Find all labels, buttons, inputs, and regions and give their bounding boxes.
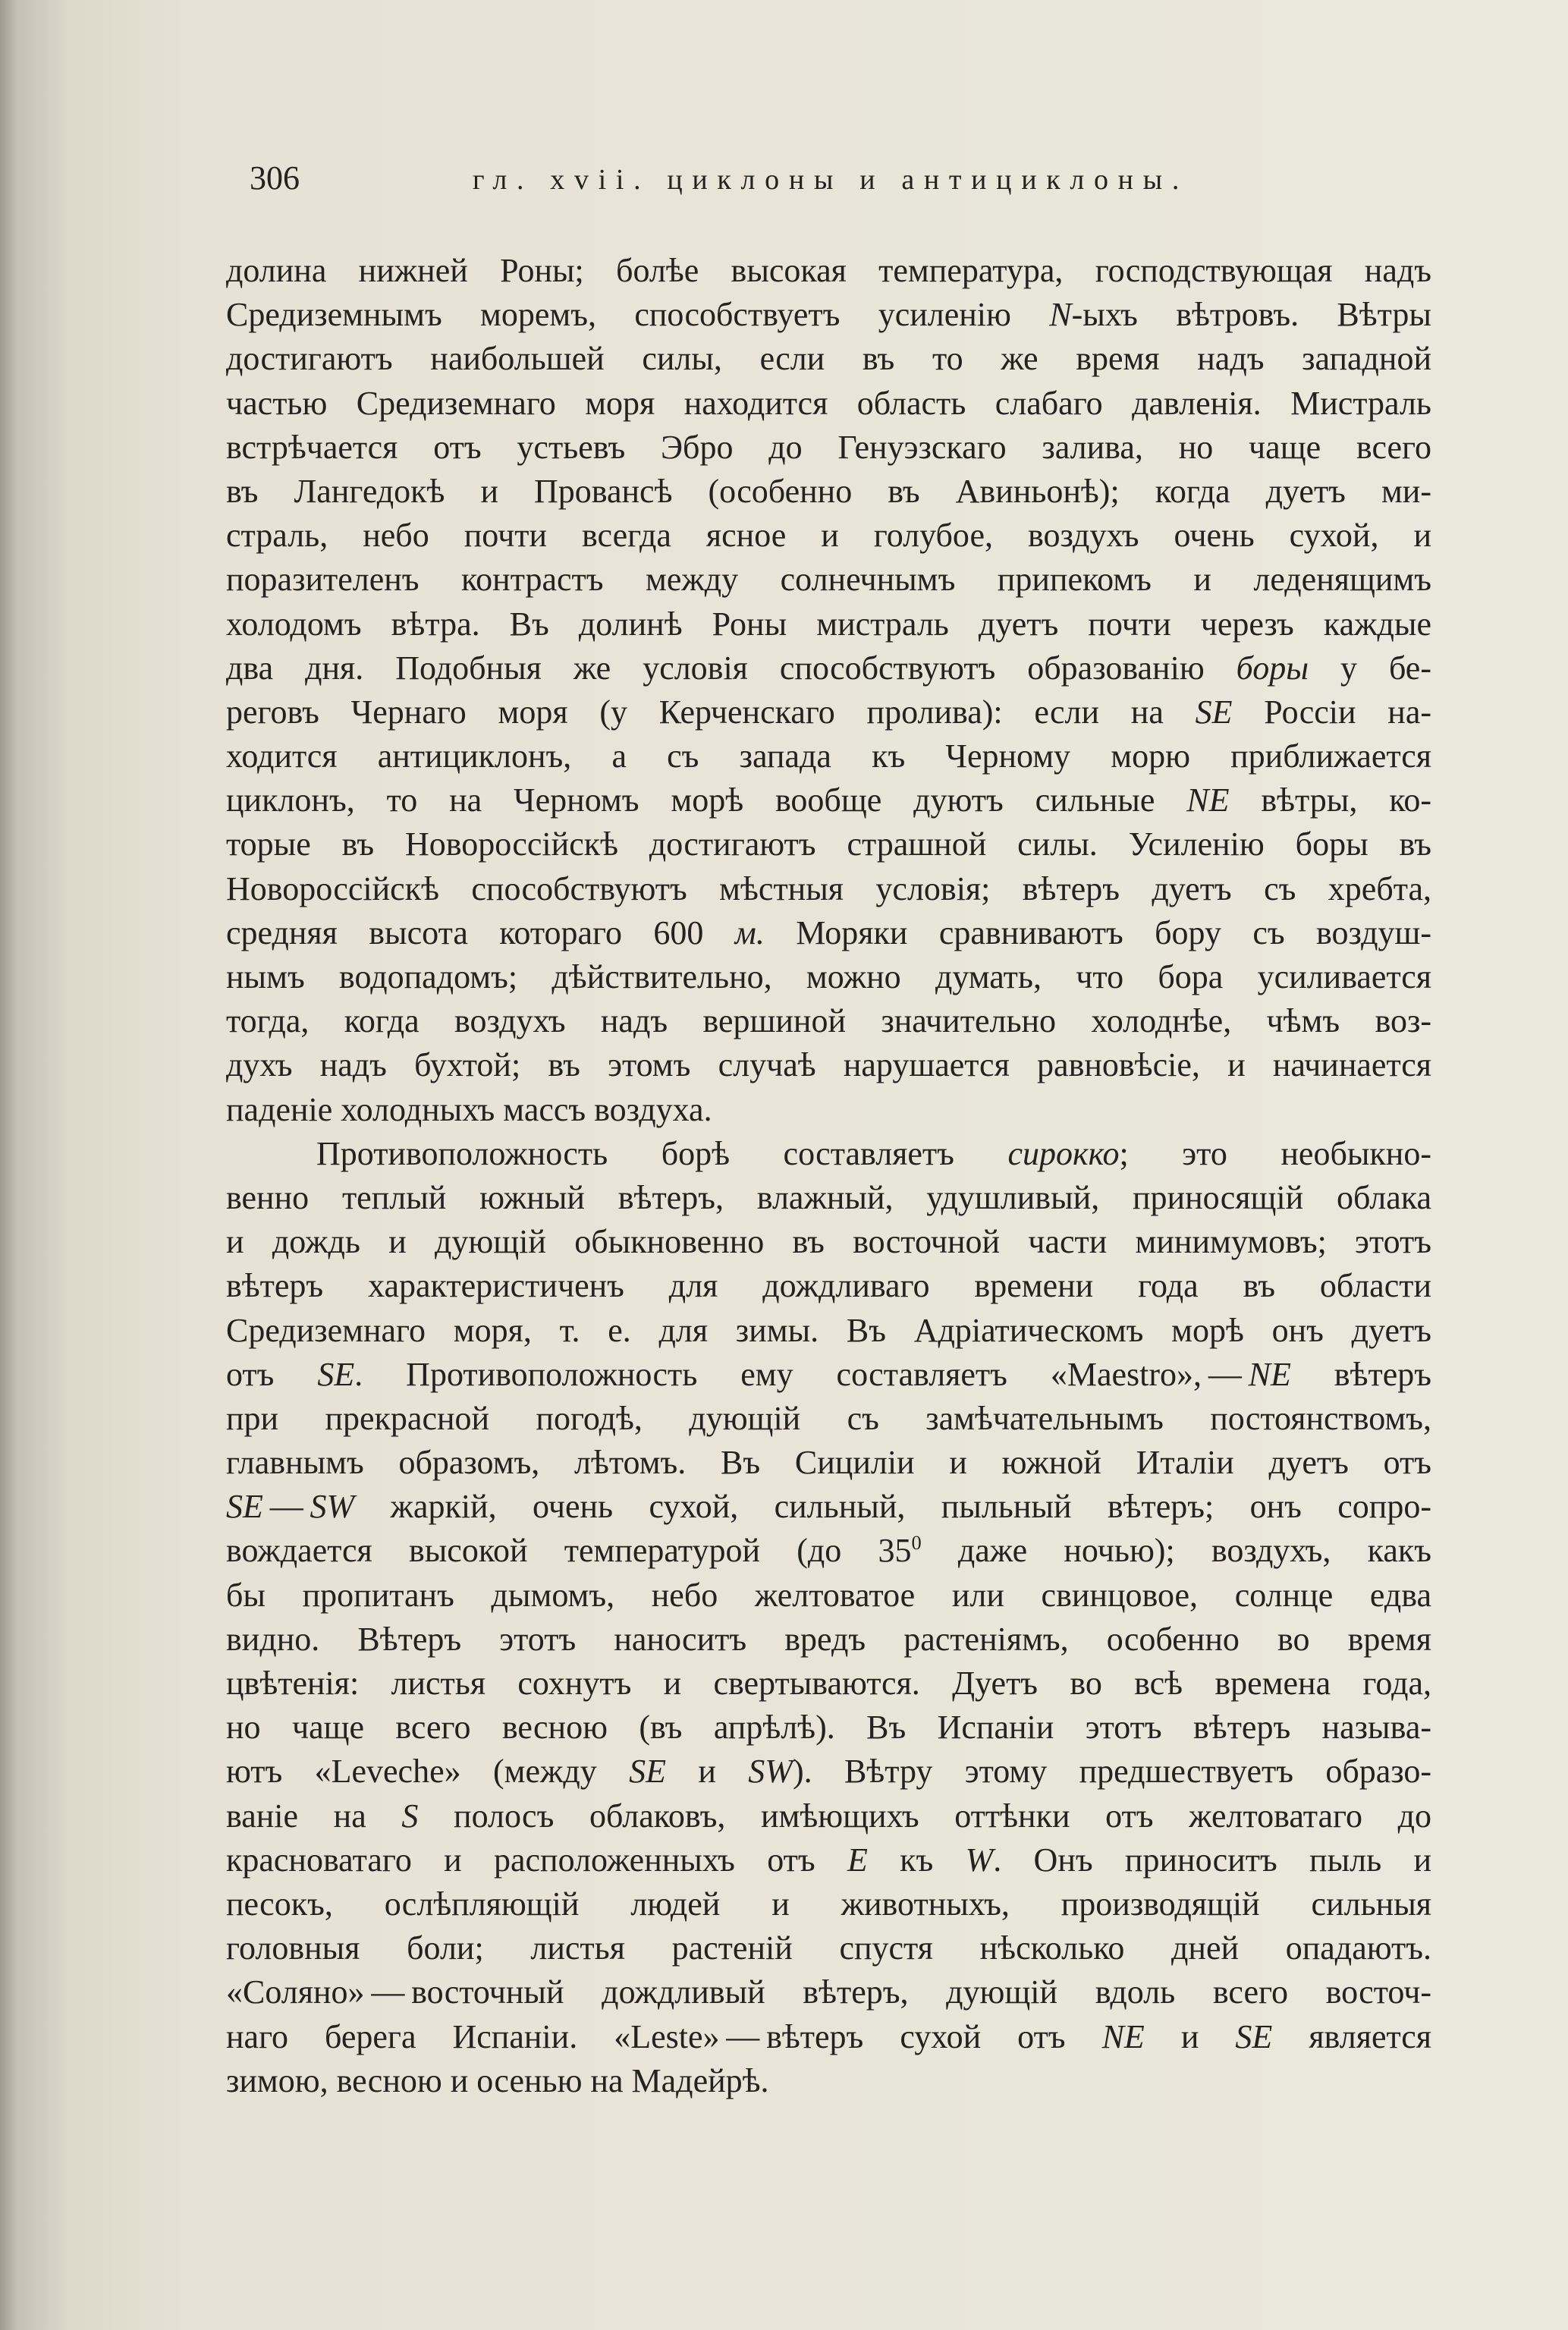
text-line [226, 1882, 1431, 1926]
text-run: наго берега Испаніи. «Leste» — вѣтеръ сухой отъ [226, 2017, 1102, 2055]
line-content [226, 1618, 1431, 1662]
italic-run: SW [310, 1488, 355, 1526]
text-run: является [1272, 2017, 1432, 2055]
text-run: ходится антициклонъ, а съ запада къ Черному морю приближается [226, 737, 1431, 775]
text-line [226, 822, 1431, 866]
italic-run: SE [1195, 693, 1233, 731]
italic-run: W [965, 1841, 994, 1879]
line-content [226, 1088, 712, 1132]
line-content [226, 1264, 1431, 1308]
line-content [226, 470, 1431, 514]
text-run: циклонъ, то на Черномъ морѣ вообще дуютъ сильные [226, 781, 1187, 819]
text-line [226, 999, 1431, 1043]
text-line [226, 1794, 1431, 1838]
line-content [226, 999, 1431, 1043]
line-content [226, 1706, 1431, 1750]
line-content [226, 602, 1431, 646]
italic-run: S [401, 1797, 419, 1835]
text-run: Средиземнаго моря, т. е. для зимы. Въ Адріатическомъ морѣ онъ дуетъ [226, 1311, 1431, 1349]
text-line [226, 911, 1431, 955]
line-content [226, 1441, 1431, 1485]
line-content [226, 1574, 1431, 1618]
text-run: Средиземнымъ моремъ, способствуетъ усиленію [226, 296, 1050, 334]
text-run: даже ночью); воздухъ, какъ [921, 1532, 1431, 1570]
text-run: вѣтеръ [1290, 1355, 1431, 1393]
text-line [226, 1441, 1431, 1485]
text-run: «Соляно» — восточный дождливый вѣтеръ, дующій вдоль всего восточ- [226, 1973, 1431, 2011]
paragraph [226, 1132, 1431, 2103]
text-line [226, 955, 1431, 999]
text-run: Моряки сравниваютъ бору съ воздуш- [764, 913, 1431, 951]
text-run: въ Лангедокѣ и Провансѣ (особенно въ Авиньонѣ); когда дуетъ ми- [226, 472, 1431, 510]
italic-run: NE [1101, 2017, 1145, 2055]
line-content [226, 1750, 1431, 1794]
line-content [226, 426, 1431, 470]
text-line [226, 2015, 1431, 2059]
line-content [226, 382, 1431, 426]
text-run: . Противоположность ему составляетъ «Maestro», — [354, 1355, 1249, 1393]
line-content [226, 778, 1431, 822]
line-content [226, 1353, 1431, 1397]
text-line [226, 1485, 1431, 1529]
line-content [226, 249, 1431, 293]
text-run: ваніе на [226, 1797, 402, 1835]
line-content [316, 1132, 1431, 1176]
line-content [226, 514, 1431, 558]
text-run: главнымъ образомъ, лѣтомъ. Въ Сициліи и южной Италіи дуетъ отъ [226, 1444, 1431, 1482]
text-line [226, 293, 1431, 337]
text-run: Россіи на- [1232, 693, 1432, 731]
text-run: Новороссійскѣ способствуютъ мѣстныя условія; вѣтеръ дуетъ съ хребта, [226, 869, 1431, 907]
line-content [226, 911, 1431, 955]
text-run: -ыхъ вѣтровъ. Вѣтры [1071, 296, 1431, 334]
line-content [226, 1043, 1431, 1087]
text-line [226, 1750, 1431, 1794]
text-run: бы пропитанъ дымомъ, небо желтоватое или свинцовое, солнце едва [226, 1576, 1431, 1614]
text-run: видно. Вѣтеръ этотъ наноситъ вредъ растеніямъ, особенно во время [226, 1620, 1431, 1658]
superscript: 0 [911, 1531, 922, 1555]
text-run: тогда, когда воздухъ надъ вершиной значительно холоднѣе, чѣмъ воз- [226, 1002, 1431, 1040]
text-run: поразителенъ контрастъ между солнечнымъ припекомъ и леденящимъ [226, 561, 1431, 599]
text-run: зимою, весною и осенью на Мадейрѣ. [226, 2061, 769, 2099]
line-content [226, 867, 1431, 911]
text-line [226, 426, 1431, 470]
text-run: вѣтры, ко- [1229, 781, 1431, 819]
text-run: при прекрасной погодѣ, дующій съ замѣчательнымъ постоянствомъ, [226, 1399, 1431, 1437]
text-line [226, 337, 1431, 381]
text-line [226, 1574, 1431, 1618]
text-run: венно теплый южный вѣтеръ, влажный, удушливый, приносящій облака [226, 1178, 1431, 1216]
italic-run: NE [1186, 781, 1230, 819]
page-number: 306 [250, 159, 300, 197]
text-line [226, 1353, 1431, 1397]
text-run: два дня. Подобныя же условія способствуютъ образованію [226, 649, 1236, 687]
text-run: у бе- [1309, 649, 1431, 687]
line-content [226, 734, 1431, 778]
line-content [226, 1529, 1431, 1573]
text-line [226, 249, 1431, 293]
running-head: гл. xvii. циклоны и антициклоны. [473, 164, 1189, 196]
text-line [226, 1309, 1431, 1353]
text-line [226, 470, 1431, 514]
text-run: духъ надъ бухтой; въ этомъ случаѣ нарушается равновѣсіе, и начинается [226, 1046, 1431, 1084]
line-content [226, 1309, 1431, 1353]
italic-run: SE [629, 1753, 667, 1791]
text-line [226, 1220, 1431, 1264]
text-run: но чаще всего весною (въ апрѣлѣ). Въ Испаніи этотъ вѣтеръ называ- [226, 1709, 1431, 1747]
text-run: реговъ Чернаго моря (у Керченскаго пролива): если на [226, 693, 1196, 731]
text-line [226, 382, 1431, 426]
text-run: торые въ Новороссійскѣ достигаютъ страшной силы. Усиленію боры въ [226, 825, 1431, 863]
text-line [226, 1397, 1431, 1441]
text-run: жаркій, очень сухой, сильный, пыльный вѣтеръ; онъ сопро- [354, 1488, 1431, 1526]
text-run: долина нижней Роны; болѣе высокая температура, господствующая надъ [226, 252, 1431, 289]
text-line [226, 2059, 1431, 2103]
text-run: ; это необыкно- [1119, 1134, 1431, 1172]
text-line [226, 1618, 1431, 1662]
line-content [226, 955, 1431, 999]
text-line [226, 514, 1431, 558]
text-run: цвѣтенія: листья сохнутъ и свертываются. Дуетъ во всѣ времена года, [226, 1665, 1431, 1702]
text-run: и дождь и дующій обыкновенно въ восточной части минимумовъ; этотъ [226, 1223, 1431, 1261]
text-line [226, 1970, 1431, 2014]
text-run: вождается высокой температурой (до 35 [226, 1532, 912, 1570]
text-run: песокъ, ослѣпляющій людей и животныхъ, производящій сильныя [226, 1885, 1431, 1923]
text-run: . Онъ приноситъ пыль и [993, 1841, 1432, 1879]
text-line [226, 867, 1431, 911]
line-content [226, 1882, 1431, 1926]
line-content [226, 690, 1431, 734]
text-run: страль, небо почти всегда ясное и голубое, воздухъ очень сухой, и [226, 517, 1431, 555]
italic-run: NE [1248, 1355, 1291, 1393]
text-run: полосъ облаковъ, имѣющихъ оттѣнки отъ желтоватаго до [418, 1797, 1431, 1835]
text-line [226, 1088, 1431, 1132]
text-run: Противоположность борѣ составляетъ [316, 1134, 1008, 1172]
italic-run: E [847, 1841, 868, 1879]
italic-run: N [1049, 296, 1072, 334]
text-line [226, 602, 1431, 646]
text-line [226, 1264, 1431, 1308]
line-content [226, 1662, 1431, 1706]
line-content [226, 1176, 1431, 1220]
line-content [226, 2015, 1431, 2059]
text-run: нымъ водопадомъ; дѣйствительно, можно думать, что бора усиливается [226, 958, 1431, 995]
line-content [226, 1485, 1431, 1529]
line-content [226, 2059, 769, 2103]
italic-run: SE [317, 1355, 355, 1393]
line-content [226, 646, 1431, 690]
line-content [226, 293, 1431, 337]
text-run: достигаютъ наибольшей силы, если въ то же время надъ западной [226, 340, 1431, 378]
text-line [226, 778, 1431, 822]
text-run: и [1144, 2017, 1236, 2055]
line-content [226, 337, 1431, 381]
text-line [226, 1043, 1431, 1087]
text-line [226, 646, 1431, 690]
line-content [226, 1970, 1431, 2014]
text-run: паденіе холодныхъ массъ воздуха. [226, 1090, 712, 1128]
text-line [226, 690, 1431, 734]
line-content [226, 1926, 1431, 1970]
italic-run: SE [1235, 2017, 1273, 2055]
text-run: красноватаго и расположенныхъ отъ [226, 1841, 847, 1879]
text-run: головныя боли; листья растеній спустя нѣсколько дней опадаютъ. [226, 1929, 1431, 1967]
italic-run: м. [734, 913, 765, 951]
text-line [226, 1176, 1431, 1220]
text-run: ). Вѣтру этому предшествуетъ образо- [792, 1753, 1432, 1791]
text-run: ютъ «Leveche» (между [226, 1753, 630, 1791]
text-run: — [262, 1488, 310, 1526]
body-text [226, 249, 1431, 2103]
italic-run: SW [748, 1753, 793, 1791]
text-line [226, 1662, 1431, 1706]
line-content [226, 558, 1431, 602]
text-run: къ [867, 1841, 966, 1879]
text-run: отъ [226, 1355, 318, 1393]
text-line [226, 734, 1431, 778]
line-content [226, 1397, 1431, 1441]
line-content [226, 1838, 1431, 1882]
italic-run: боры [1236, 649, 1309, 687]
text-line [226, 1706, 1431, 1750]
italic-run: сирокко [1007, 1134, 1120, 1172]
text-line [226, 1926, 1431, 1970]
text-line [226, 558, 1431, 602]
paragraph [226, 249, 1431, 1132]
text-run: частью Средиземнаго моря находится область слабаго давленія. Мистраль [226, 384, 1431, 422]
line-content [226, 822, 1431, 866]
text-run: средняя высота котораго 600 [226, 913, 735, 951]
line-content [226, 1794, 1431, 1838]
text-run: вѣтеръ характеристиченъ для дождливаго времени года въ области [226, 1267, 1431, 1305]
text-line [226, 1529, 1431, 1573]
italic-run: SE [226, 1488, 263, 1526]
text-line [226, 1838, 1431, 1882]
text-run: встрѣчается отъ устьевъ Эбро до Генуэзскаго залива, но чаще всего [226, 428, 1431, 466]
line-content [226, 1220, 1431, 1264]
text-run: и [666, 1753, 749, 1791]
text-run: холодомъ вѣтра. Въ долинѣ Роны мистраль дуетъ почти черезъ каждые [226, 605, 1431, 643]
text-line [226, 1132, 1431, 1176]
